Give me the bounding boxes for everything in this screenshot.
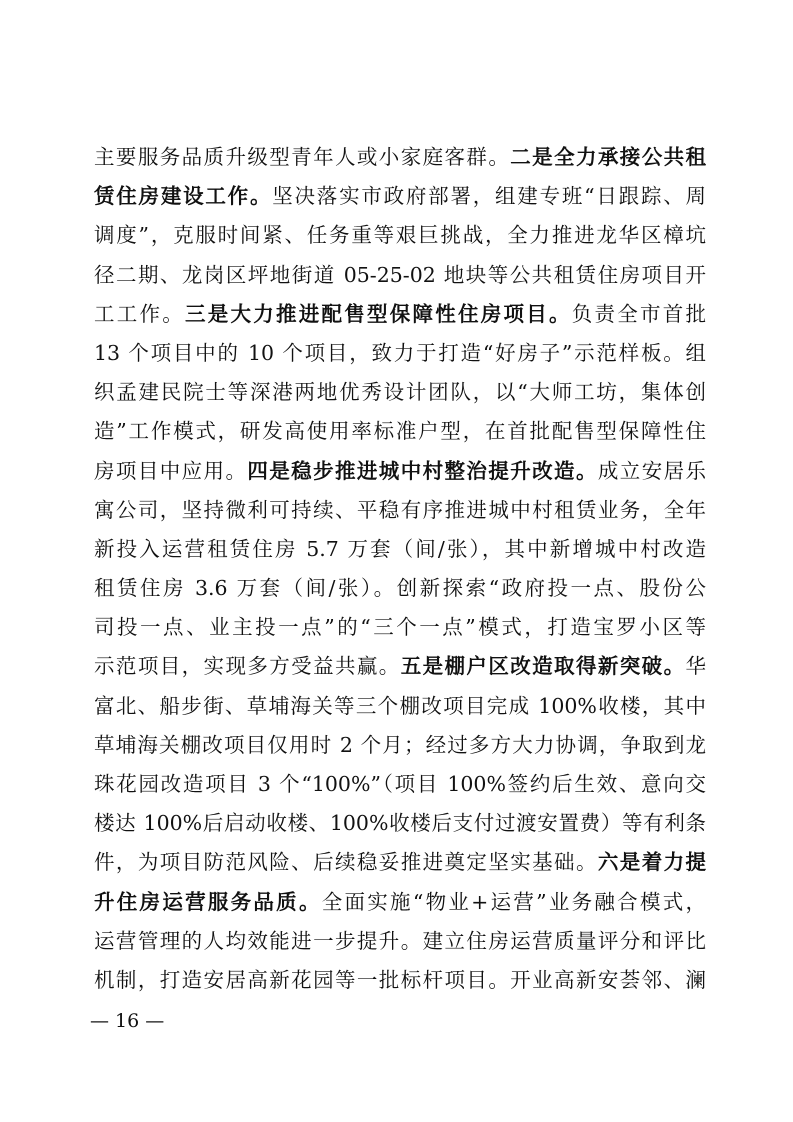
text-line (94, 687, 706, 726)
text-line (94, 530, 706, 569)
text-line (94, 452, 706, 491)
body-text-segment: 示范项目，实现多方受益共赢。 (94, 654, 401, 679)
body-text-segment: 司投一点、业主投一点”的“三个一点”模式，打造宝罗小区等 (94, 615, 706, 640)
text-line (94, 256, 706, 295)
text-line (94, 608, 706, 647)
text-line (94, 883, 706, 922)
body-text-segment: 运营管理的人均效能进一步提升。建立住房运营质量评分和评比 (94, 928, 706, 953)
body-text-segment: 珠花园改造项目 3 个“100%”（项目 100%签约后生效、意向交 (94, 772, 706, 796)
body-text-segment: 寓公司，坚持微利可持续、平稳有序推进城中村租赁业务，全年 (94, 497, 706, 522)
text-line (94, 569, 706, 608)
body-text-segment: 房项目中应用。 (94, 458, 248, 483)
text-line (94, 726, 706, 765)
body-text (94, 138, 706, 1000)
text-line (94, 412, 706, 451)
body-text-segment: 织孟建民院士等深港两地优秀设计团队，以“大师工坊，集体创 (94, 380, 706, 405)
body-text-segment: 主要服务品质升级型青年人或小家庭客群。 (94, 145, 511, 169)
body-text-segment: 全面实施“物业+运营”业务融合模式， (321, 889, 706, 914)
body-text-segment: 造”工作模式，研发高使用率标准户型，在首批配售型保障性住 (94, 419, 706, 444)
text-line (94, 334, 706, 373)
bold-heading-text: 赁住房建设工作。 (94, 184, 273, 209)
body-text-segment: 华 (685, 654, 706, 679)
body-text-segment: 负责全市首批 (571, 301, 706, 326)
text-line (94, 177, 706, 216)
bold-heading-text: 二是全力承接公共租 (510, 145, 706, 169)
text-line (94, 804, 706, 843)
text-line (94, 138, 706, 177)
text-line (94, 647, 706, 686)
bold-heading-text: 五是棚户区改造取得新突破。 (400, 654, 686, 679)
body-text-segment: 调度”，克服时间紧、任务重等艰巨挑战，全力推进龙华区樟坑 (94, 223, 706, 248)
text-line (94, 373, 706, 412)
page-number: — 16 — (90, 1010, 165, 1032)
bold-heading-text: 四是稳步推进城中村整治提升改造。 (247, 458, 598, 483)
text-line (94, 295, 706, 334)
body-text-segment: 新投入运营租赁住房 5.7 万套（间/张），其中新增城中村改造 (94, 536, 706, 561)
body-text-segment: 租赁住房 3.6 万套（间/张）。创新探索“政府投一点、股份公 (94, 576, 706, 601)
body-text-segment: 楼达 100%后启动收楼、100%收楼后支付过渡安置费）等有利条 (94, 811, 706, 836)
text-line (94, 491, 706, 530)
text-line (94, 765, 706, 804)
bold-heading-text: 六是着力提 (597, 850, 706, 875)
body-text-segment: 工工作。 (94, 301, 185, 326)
body-text-segment: 件，为项目防范风险、后续稳妥推进奠定坚实基础。 (94, 850, 598, 875)
text-line (94, 843, 706, 882)
body-text-segment: 成立安居乐 (597, 458, 706, 483)
body-text-segment: 富北、船步街、草埔海关等三个棚改项目完成 100%收楼，其中 (94, 693, 706, 718)
body-text-segment: 机制，打造安居高新花园等一批标杆项目。开业高新安荟邻、澜 (94, 967, 706, 992)
body-text-segment: 13 个项目中的 10 个项目，致力于打造“好房子”示范样板。组 (94, 340, 706, 365)
bold-heading-text: 三是大力推进配售型保障性住房项目。 (185, 301, 572, 326)
text-line (94, 961, 706, 1000)
text-line (94, 216, 706, 255)
text-line (94, 922, 706, 961)
body-text-segment: 径二期、龙岗区坪地街道 05-25-02 地块等公共租赁住房项目开 (94, 262, 706, 287)
body-text-segment: 草埔海关棚改项目仅用时 2 个月；经过多方大力协调，争取到龙 (94, 732, 706, 757)
bold-heading-text: 升住房运营服务品质。 (94, 889, 322, 914)
body-text-segment: 坚决落实市政府部署，组建专班“日跟踪、周 (272, 184, 706, 209)
